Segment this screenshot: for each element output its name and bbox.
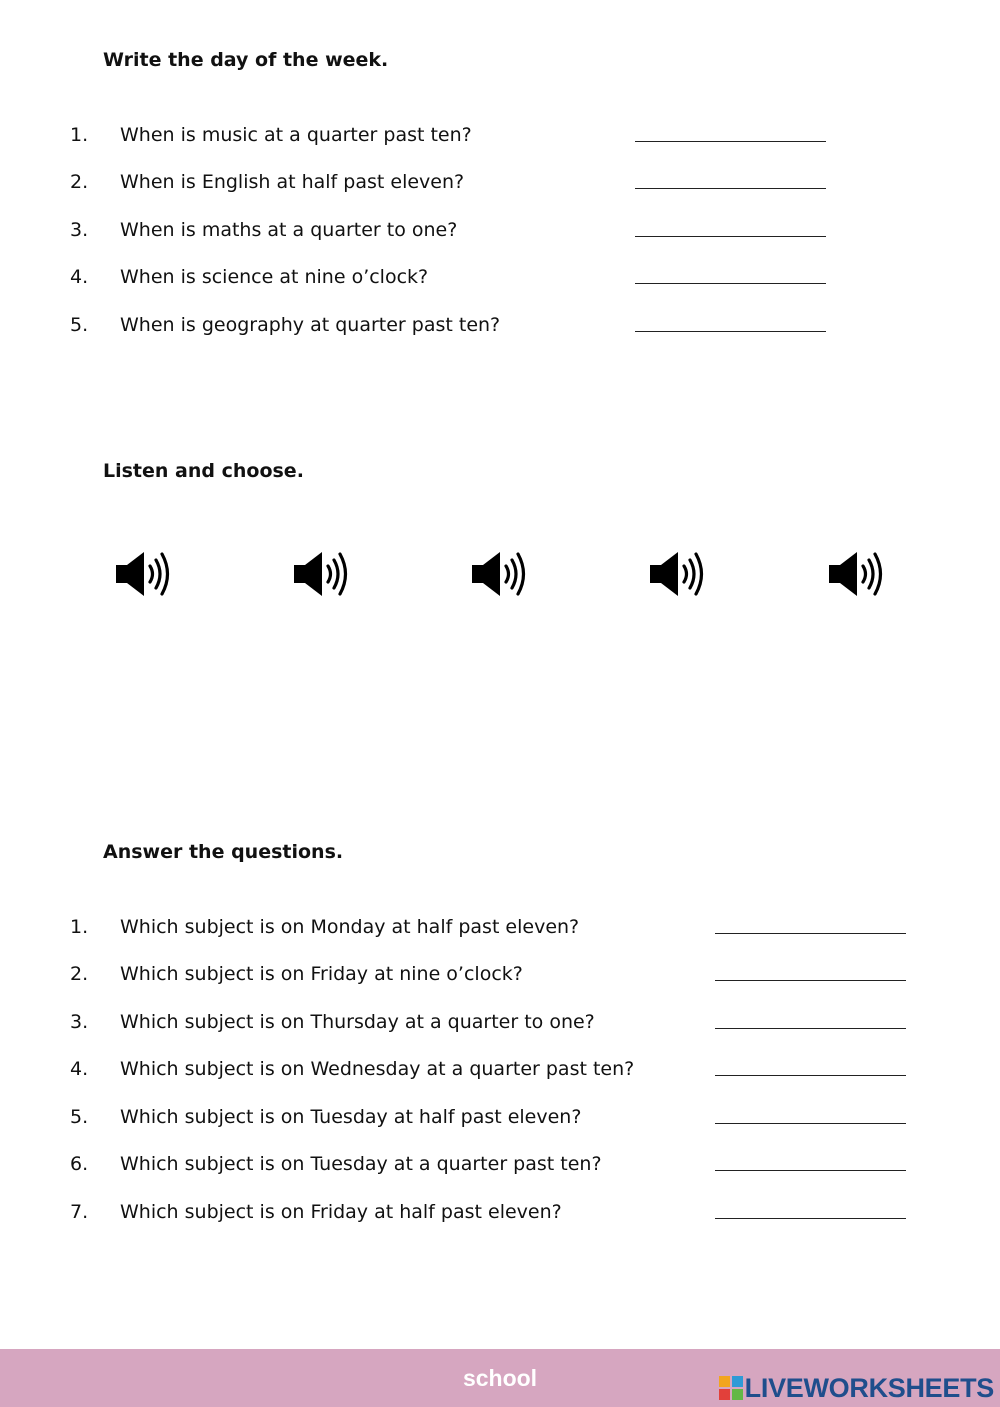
speaker-icon: [292, 549, 352, 599]
question-text: Which subject is on Wednesday at a quarter past ten?: [120, 1058, 635, 1080]
audio-button-2[interactable]: [292, 549, 352, 599]
section-heading-listen: Listen and choose.: [103, 460, 304, 482]
question-text: Which subject is on Friday at nine o’clock?: [120, 963, 523, 985]
audio-button-4[interactable]: [648, 549, 708, 599]
question-text: When is maths at a quarter to one?: [120, 219, 458, 241]
question-text: Which subject is on Tuesday at a quarter past ten?: [120, 1153, 602, 1175]
speaker-icon: [114, 549, 174, 599]
question-text: Which subject is on Thursday at a quarter to one?: [120, 1011, 595, 1033]
brand-name: LIVEWORKSHEETS: [744, 1373, 994, 1403]
answer-blank[interactable]: [715, 1028, 906, 1029]
question-text: Which subject is on Friday at half past eleven?: [120, 1201, 562, 1223]
answer-blank[interactable]: [635, 236, 826, 237]
question-row: [0, 1199, 1000, 1225]
audio-button-1[interactable]: [114, 549, 174, 599]
question-row: [0, 1056, 1000, 1082]
question-row: [0, 961, 1000, 987]
question-text: When is English at half past eleven?: [120, 171, 465, 193]
question-text: When is music at a quarter past ten?: [120, 124, 472, 146]
answer-blank[interactable]: [715, 1218, 906, 1219]
answer-blank[interactable]: [715, 933, 906, 934]
question-row: [0, 264, 1000, 290]
liveworksheets-logo-icon: [719, 1376, 743, 1400]
question-number: 2.: [70, 963, 89, 985]
question-number: 5.: [70, 1106, 89, 1128]
answer-blank[interactable]: [635, 141, 826, 142]
question-text: When is geography at quarter past ten?: [120, 314, 501, 336]
footer-bar: [0, 1349, 1000, 1407]
question-row: [0, 1151, 1000, 1177]
question-row: [0, 122, 1000, 148]
brand-logo[interactable]: [719, 1373, 994, 1403]
answer-blank[interactable]: [635, 283, 826, 284]
question-number: 7.: [70, 1201, 89, 1223]
section-heading-write-day: Write the day of the week.: [103, 49, 389, 71]
question-number: 6.: [70, 1153, 89, 1175]
question-number: 3.: [70, 1011, 89, 1033]
question-text: When is science at nine o’clock?: [120, 266, 429, 288]
answer-blank[interactable]: [635, 331, 826, 332]
question-number: 4.: [70, 1058, 89, 1080]
question-number: 5.: [70, 314, 89, 336]
answer-blank[interactable]: [715, 1075, 906, 1076]
question-row: [0, 217, 1000, 243]
question-number: 4.: [70, 266, 89, 288]
question-text: Which subject is on Tuesday at half past eleven?: [120, 1106, 582, 1128]
speaker-icon: [827, 549, 887, 599]
question-text: Which subject is on Monday at half past eleven?: [120, 916, 580, 938]
question-number: 1.: [70, 916, 89, 938]
section-heading-answer: Answer the questions.: [103, 841, 344, 863]
question-row: [0, 169, 1000, 195]
answer-blank[interactable]: [715, 980, 906, 981]
question-number: 2.: [70, 171, 89, 193]
footer-title: school: [462, 1365, 538, 1391]
speaker-icon: [470, 549, 530, 599]
audio-button-5[interactable]: [827, 549, 887, 599]
question-number: 3.: [70, 219, 89, 241]
question-number: 1.: [70, 124, 89, 146]
audio-button-3[interactable]: [470, 549, 530, 599]
answer-blank[interactable]: [715, 1170, 906, 1171]
speaker-icon: [648, 549, 708, 599]
question-row: [0, 1009, 1000, 1035]
answer-blank[interactable]: [635, 188, 826, 189]
answer-blank[interactable]: [715, 1123, 906, 1124]
question-row: [0, 1104, 1000, 1130]
question-row: [0, 312, 1000, 338]
question-row: [0, 914, 1000, 940]
